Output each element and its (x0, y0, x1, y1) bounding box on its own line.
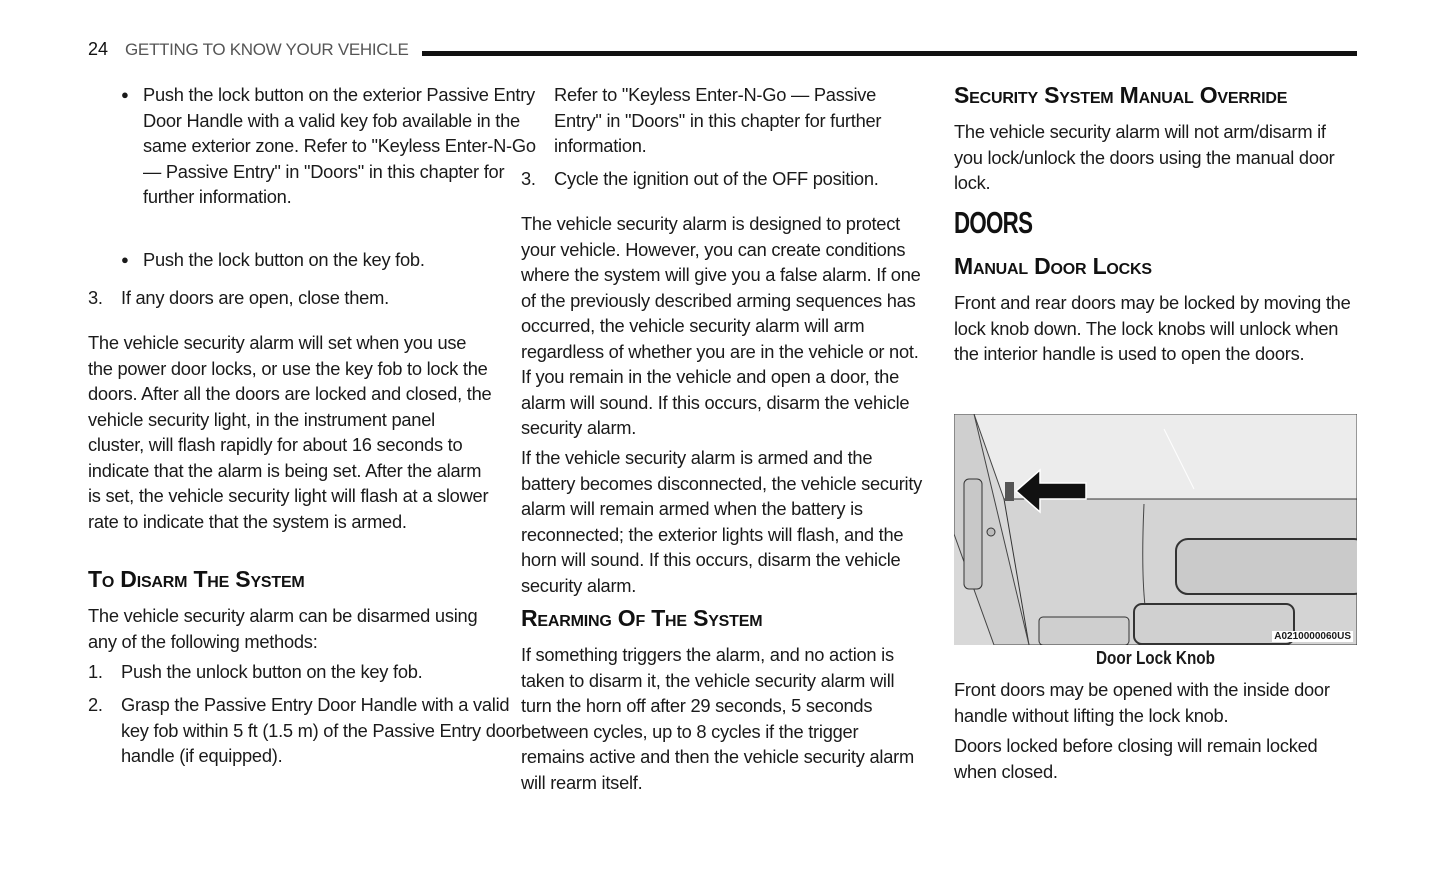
paragraph: The vehicle security alarm will not arm/disarm if you lock/unlock the doors using the manual door lock. (954, 121, 1335, 193)
paragraph: The vehicle security alarm can be disarmed using any of the following methods: (88, 605, 478, 652)
numbered-item (88, 692, 525, 769)
item-number: 3. (521, 168, 536, 189)
numbered-item (521, 166, 956, 192)
heading-manual-door-locks: Manual Door Locks (954, 253, 1152, 279)
bullet-item: ● Push the lock button on the exterior Passive Entry Door Handle with a valid key fob available in the same exterior zone. Refer to "Keyless Enter-N-Go — Passive Entry" in "Doors" in this chapter for further information. (88, 82, 547, 210)
item-number: 1. (88, 661, 103, 682)
item-text: Cycle the ignition out of the OFF position. (554, 168, 879, 189)
figure-caption: Door Lock Knob (1096, 648, 1215, 668)
paragraph: The vehicle security alarm is designed to protect your vehicle. However, you can create conditions where the system will give you a false alarm. If one of the previously described arming sequences has occurred, the vehicle security alarm will arm regardless of whether you are in the vehicle or not. If you remain in the vehicle and open a door, the alarm will sound. If this occurs, disarm the vehicle security alarm. (521, 213, 921, 438)
item-text: If any doors are open, close them. (121, 287, 389, 308)
heading-rearming: Rearming Of The System (521, 605, 763, 631)
item-number: 3. (88, 287, 103, 308)
section-title: GETTING TO KNOW YOUR VEHICLE (125, 40, 409, 59)
figure-code: A0210000060US (1274, 631, 1351, 642)
paragraph: Doors locked before closing will remain locked when closed. (954, 735, 1318, 782)
item-number: 2. (88, 694, 103, 715)
heading-doors: DOORS (954, 205, 1033, 240)
numbered-item (88, 659, 525, 685)
door-illustration (954, 414, 1357, 645)
item-text: Grasp the Passive Entry Door Handle with a valid key fob within 5 ft (1.5 m) of the Passive Entry door handle (if equipped). (121, 694, 522, 766)
numbered-item (88, 285, 525, 311)
page-number: 24 (88, 39, 109, 59)
heading-manual-override: Security System Manual Override (954, 82, 1288, 108)
paragraph: The vehicle security alarm will set when you use the power door locks, or use the key fob to lock the doors. After all the doors are locked and closed, the vehicle security light, in the instrument panel cluster, will flash rapidly for about 16 seconds to indicate that the alarm is being set. After the alarm is set, the vehicle security light will flash at a slower rate to indicate that the system is armed. (88, 332, 492, 532)
paragraph: Front and rear doors may be locked by moving the lock knob down. The lock knobs will unlock when the interior handle is used to open the doors. (954, 292, 1351, 364)
paragraph: If something triggers the alarm, and no action is taken to disarm it, the vehicle security alarm will turn the horn off after 29 seconds, 5 seconds between cycles, up to 8 cycles if the trigger remains active and then the vehicle security alarm will rearm itself. (521, 644, 914, 793)
header-rule (422, 51, 1357, 56)
paragraph: Front doors may be opened with the inside door handle without lifting the lock knob. (954, 679, 1330, 726)
paragraph: Refer to "Keyless Enter-N-Go — Passive Entry" in "Doors" in this chapter for further information. (554, 84, 882, 156)
heading-to-disarm: To Disarm The System (88, 566, 305, 592)
bullet-item: ● Push the lock button on the key fob. (88, 247, 547, 273)
door-lock-knob-figure (954, 414, 1357, 645)
paragraph: If the vehicle security alarm is armed and the battery becomes disconnected, the vehicle security alarm will remain armed when the battery is reconnected; the exterior lights will flash, and the horn will sound. If this occurs, disarm the vehicle security alarm. (521, 447, 923, 596)
item-text: Push the unlock button on the key fob. (121, 661, 423, 682)
